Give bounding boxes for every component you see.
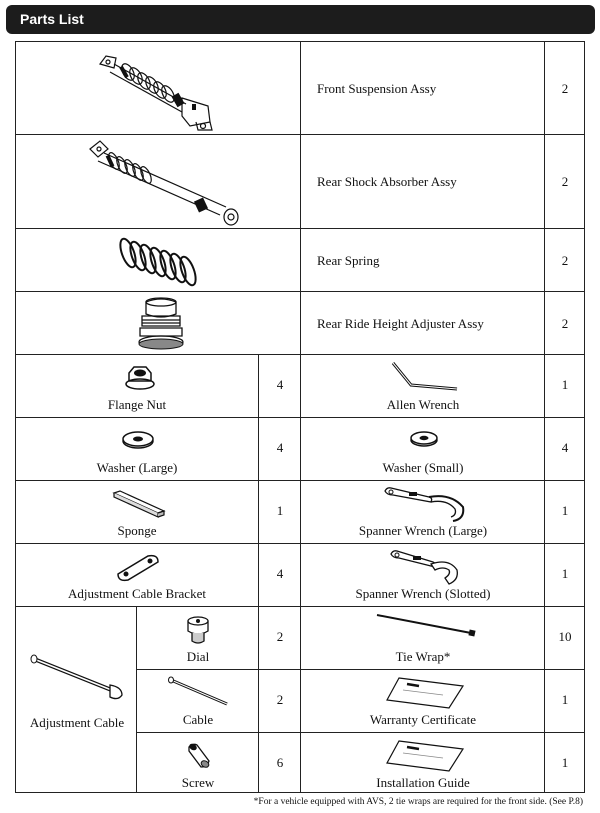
washer-small-icon bbox=[409, 430, 439, 448]
rear-spring-qty-cell bbox=[544, 228, 585, 292]
installation-guide-icon bbox=[385, 739, 465, 773]
screw-icon bbox=[185, 741, 211, 771]
rear-spring-icon bbox=[114, 235, 204, 287]
spanner-large-name: Spanner Wrench (Large) bbox=[358, 523, 488, 538]
rear-spring-name: Rear Spring bbox=[317, 253, 380, 268]
tie-wrap-name: Tie Wrap* bbox=[395, 649, 451, 664]
flange-nut-qty: 4 bbox=[276, 377, 284, 392]
rear-ride-height-name: Rear Ride Height Adjuster Assy bbox=[317, 316, 484, 331]
warranty-certificate-icon bbox=[385, 676, 465, 710]
parts-table bbox=[15, 41, 585, 793]
front-suspension-qty: 2 bbox=[561, 81, 569, 96]
tie-wrap-qty-cell bbox=[544, 606, 585, 670]
front-suspension-name-cell bbox=[300, 41, 545, 135]
sponge-cell bbox=[15, 480, 259, 544]
spanner-large-qty-cell bbox=[544, 480, 585, 544]
install-guide-qty-cell bbox=[544, 732, 585, 793]
rear-ride-height-qty: 2 bbox=[561, 316, 569, 331]
spanner-large-qty: 1 bbox=[561, 503, 569, 518]
spanner-slotted-cell bbox=[300, 543, 545, 607]
dial-icon bbox=[185, 615, 211, 645]
front-suspension-name: Front Suspension Assy bbox=[317, 81, 437, 96]
sponge-qty-cell bbox=[258, 480, 301, 544]
cable-bracket-cell bbox=[15, 543, 259, 607]
footnote: *For a vehicle equipped with AVS, 2 tie wraps are required for the front side. (See P.8) bbox=[253, 797, 583, 807]
rear-ride-height-adjuster-icon bbox=[134, 296, 188, 352]
allen-wrench-name: Allen Wrench bbox=[386, 397, 460, 412]
rear-shock-qty: 2 bbox=[561, 174, 569, 189]
front-suspension-icon bbox=[86, 46, 226, 132]
rear-shock-image-cell bbox=[15, 134, 301, 229]
sponge-icon bbox=[112, 489, 166, 517]
allen-wrench-qty: 1 bbox=[561, 377, 569, 392]
washer-large-qty-cell bbox=[258, 417, 301, 481]
page-title: Parts List bbox=[20, 11, 84, 27]
rear-ride-height-qty-cell bbox=[544, 291, 585, 355]
allen-wrench-qty-cell bbox=[544, 354, 585, 418]
flange-nut-icon bbox=[125, 365, 155, 391]
warranty-qty: 1 bbox=[561, 692, 569, 707]
cable-qty: 2 bbox=[276, 692, 284, 707]
flange-nut-qty-cell bbox=[258, 354, 301, 418]
sponge-name: Sponge bbox=[117, 523, 157, 538]
spanner-slotted-qty: 1 bbox=[561, 566, 569, 581]
washer-large-qty: 4 bbox=[276, 440, 284, 455]
dial-cell bbox=[136, 606, 259, 670]
tie-wrap-qty: 10 bbox=[558, 629, 572, 644]
install-guide-cell bbox=[300, 732, 545, 793]
cable-bracket-qty-cell bbox=[258, 543, 301, 607]
screw-cell bbox=[136, 732, 259, 793]
washer-small-qty: 4 bbox=[561, 440, 569, 455]
warranty-cell bbox=[300, 669, 545, 733]
washer-large-name: Washer (Large) bbox=[96, 460, 178, 475]
dial-qty-cell bbox=[258, 606, 301, 670]
cable-bracket-qty: 4 bbox=[276, 566, 284, 581]
spanner-slotted-name: Spanner Wrench (Slotted) bbox=[355, 586, 491, 601]
tie-wrap-icon bbox=[375, 613, 479, 639]
spanner-wrench-large-icon bbox=[381, 485, 471, 523]
dial-qty: 2 bbox=[276, 629, 284, 644]
screw-name: Screw bbox=[181, 775, 215, 790]
washer-large-icon bbox=[121, 430, 155, 450]
rear-spring-name-cell bbox=[300, 228, 545, 292]
cable-qty-cell bbox=[258, 669, 301, 733]
cable-bracket-icon bbox=[114, 552, 162, 582]
dial-name: Dial bbox=[186, 649, 210, 664]
adjustment-cable-icon bbox=[30, 653, 126, 703]
washer-small-cell bbox=[300, 417, 545, 481]
washer-large-cell bbox=[15, 417, 259, 481]
allen-wrench-cell bbox=[300, 354, 545, 418]
rear-ride-height-name-cell bbox=[300, 291, 545, 355]
adjustment-cable-name: Adjustment Cable bbox=[29, 715, 125, 730]
front-suspension-qty-cell bbox=[544, 41, 585, 135]
rear-shock-name: Rear Shock Absorber Assy bbox=[317, 174, 457, 189]
install-guide-qty: 1 bbox=[561, 755, 569, 770]
rear-shock-icon bbox=[86, 139, 246, 227]
tie-wrap-cell bbox=[300, 606, 545, 670]
allen-wrench-icon bbox=[389, 359, 461, 393]
spanner-slotted-qty-cell bbox=[544, 543, 585, 607]
screw-qty: 6 bbox=[276, 755, 284, 770]
warranty-name: Warranty Certificate bbox=[369, 712, 477, 727]
adjustment-cable-cell bbox=[15, 606, 137, 793]
front-suspension-image-cell bbox=[15, 41, 301, 135]
cable-icon bbox=[167, 676, 233, 708]
cable-bracket-name: Adjustment Cable Bracket bbox=[68, 586, 206, 601]
rear-spring-qty: 2 bbox=[561, 253, 569, 268]
cable-name: Cable bbox=[182, 712, 214, 727]
washer-small-name: Washer (Small) bbox=[382, 460, 464, 475]
rear-ride-height-image-cell bbox=[15, 291, 301, 355]
washer-small-qty-cell bbox=[544, 417, 585, 481]
rear-shock-qty-cell bbox=[544, 134, 585, 229]
warranty-qty-cell bbox=[544, 669, 585, 733]
cable-cell bbox=[136, 669, 259, 733]
parts-list-header bbox=[6, 5, 595, 34]
install-guide-name: Installation Guide bbox=[376, 775, 470, 790]
spanner-large-cell bbox=[300, 480, 545, 544]
rear-shock-name-cell bbox=[300, 134, 545, 229]
sponge-qty: 1 bbox=[276, 503, 284, 518]
screw-qty-cell bbox=[258, 732, 301, 793]
flange-nut-name: Flange Nut bbox=[107, 397, 167, 412]
rear-spring-image-cell bbox=[15, 228, 301, 292]
flange-nut-cell bbox=[15, 354, 259, 418]
spanner-wrench-slotted-icon bbox=[387, 548, 467, 586]
